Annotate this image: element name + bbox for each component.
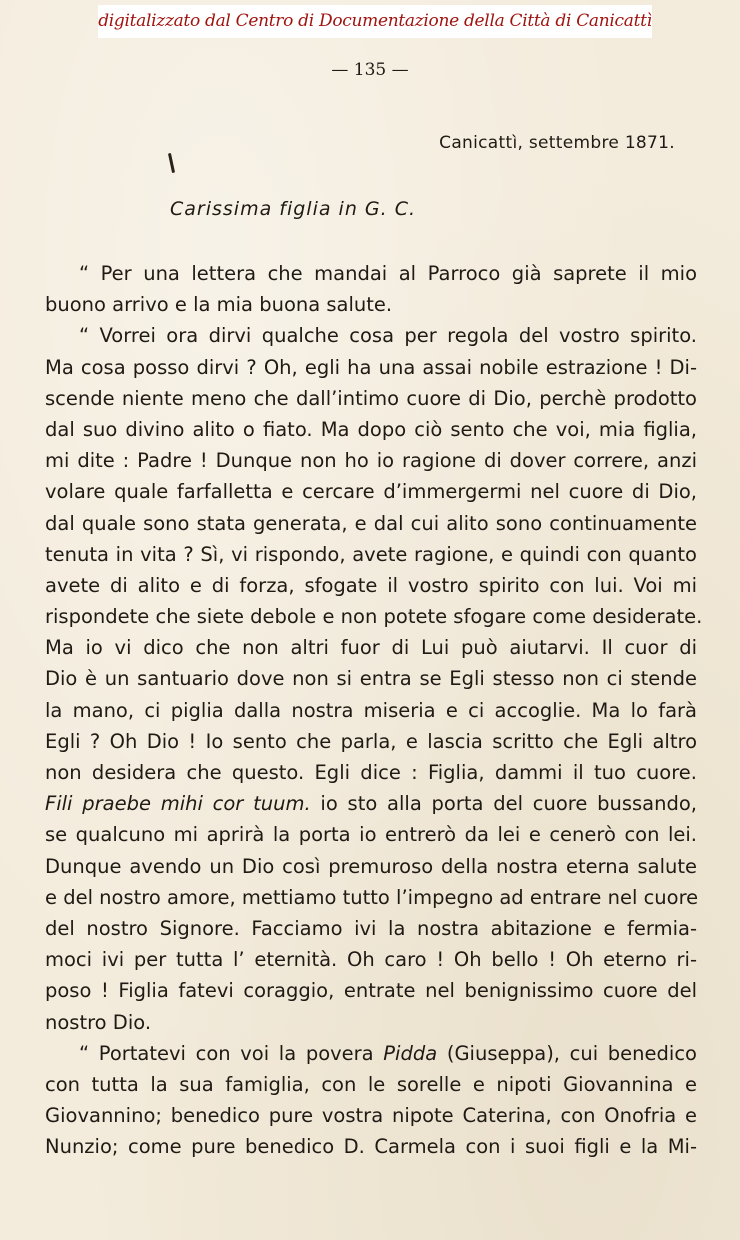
text-fragment: (Giuseppa), cui benedico [446, 1041, 697, 1065]
text-line: Egli ? Oh Dio ! Io sento che parla, e lascia scritto che Egli altro [45, 729, 697, 753]
page-number: — 135 — [331, 60, 409, 80]
text-line: buono arrivo e la mia buona salute. [45, 293, 393, 317]
text-line-latin [45, 788, 697, 819]
text-line: “ Per una lettera che mandai al Parroco già saprete il mio [79, 262, 697, 285]
text-line: mi dite : Padre ! Dunque non ho io ragione di dover correre, anzi [45, 449, 697, 473]
text-line: avete di alito e di forza, sfogate il vostro spirito con lui. Voi mi [45, 573, 697, 597]
text-line: “ Vorrei ora dirvi qualche cosa per regola del vostro spirito. [79, 324, 697, 348]
text-line: nostro Dio. [45, 1010, 152, 1034]
text-line: tenuta in vita ? Sì, vi rispondo, avete ragione, e quindi con quanto [45, 542, 697, 566]
text-line: Giovannino; benedico pure vostra nipote Caterina, con Onofria e [45, 1104, 697, 1128]
text-line: non desidera che questo. Egli dice : Figlia, dammi il tuo cuore. [45, 761, 697, 784]
text-line: moci ivi per tutta l’ eternità. Oh caro ! Oh bello ! Oh eterno ri- [45, 948, 697, 972]
text-line-pidda [45, 1038, 697, 1069]
pidda-name: Pidda [383, 1041, 438, 1065]
latin-phrase: Fili praebe mihi cor tuum. [45, 792, 311, 816]
text-line: la mano, ci piglia dalla nostra miseria e ci accoglie. Ma lo farà [45, 698, 697, 722]
text-line: scende niente meno che dall’intimo cuore di Dio, perchè prodotto [45, 386, 697, 410]
text-line: Dio è un santuario dove non si entra se Egli stesso non ci stende [45, 667, 697, 691]
text-line: dal suo divino alito o fiato. Ma dopo ciò sento che voi, mia figlia, [45, 417, 697, 441]
text-line: rispondete che siete debole e non potete sfogare come desiderate. [45, 605, 703, 629]
text-line: del nostro Signore. Facciamo ivi la nostra abitazione e fermia- [45, 916, 697, 940]
text-fragment: io sto alla porta del cuore bussando, [320, 792, 697, 816]
date-line: Canicattì, settembre 1871. [439, 133, 675, 153]
ink-mark [168, 153, 175, 173]
digitization-watermark: digitalizzato dal Centro di Documentazione della Città di Canicattì [98, 5, 652, 38]
text-line: volare quale farfalletta e cercare d’immergermi nel cuore di Dio, [45, 480, 697, 504]
text-line: poso ! Figlia fatevi coraggio, entrate nel benignissimo cuore del [45, 979, 697, 1003]
text-line: con tutta la sua famiglia, con le sorelle e nipoti Giovannina e [45, 1072, 697, 1096]
letter-body [45, 258, 703, 1162]
letter-salutation: Carissima figlia in G. C. [170, 198, 417, 220]
text-line: e del nostro amore, mettiamo tutto l’impegno ad entrare nel cuore [45, 885, 699, 909]
text-line: Dunque avendo un Dio così premuroso della nostra eterna salute [45, 854, 697, 878]
text-fragment: “ Portatevi con voi la povera [79, 1041, 374, 1065]
text-line: Ma io vi dico che non altri fuor di Lui può aiutarvi. Il cuor di [45, 636, 697, 660]
text-line: Ma cosa posso dirvi ? Oh, egli ha una assai nobile estrazione ! Di- [45, 355, 697, 379]
text-line: Nunzio; come pure benedico D. Carmela con i suoi figli e la Mi- [45, 1135, 697, 1159]
text-line: dal quale sono stata generata, e dal cui alito sono continuamente [45, 511, 697, 535]
text-line: se qualcuno mi aprirà la porta io entrerò da lei e cenerò con lei. [45, 823, 697, 847]
